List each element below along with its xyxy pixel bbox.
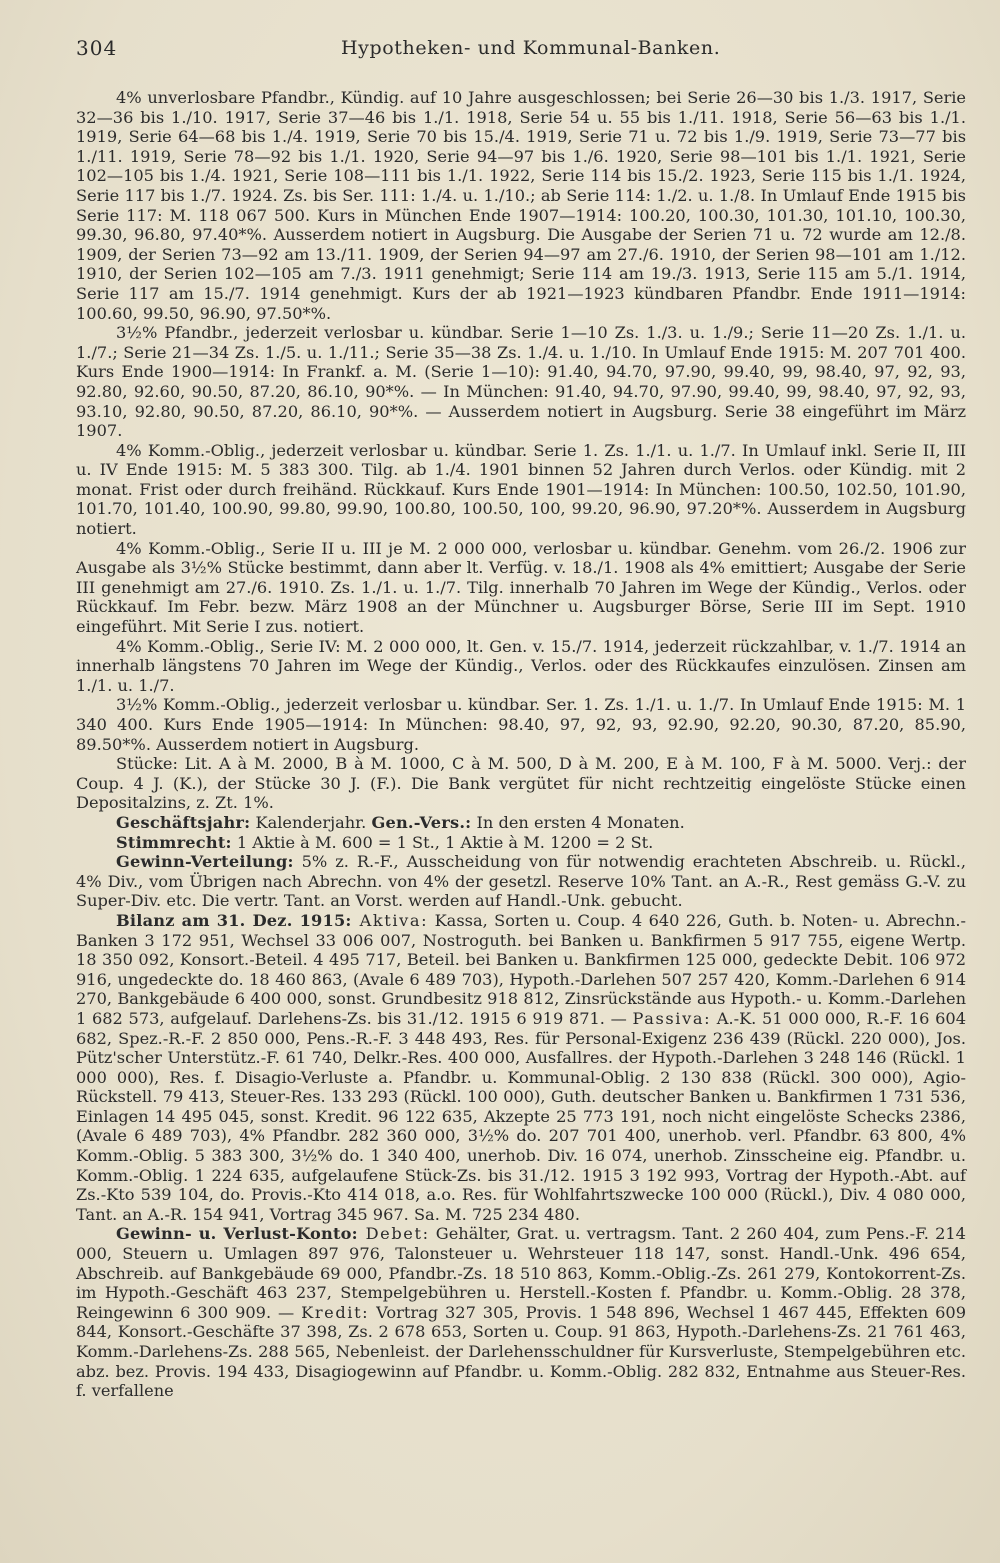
section-gewinn-verteilung — [76, 852, 966, 911]
section-stimmrecht — [76, 833, 966, 853]
page-number: 304 — [76, 36, 118, 60]
stimmrecht-label: Stimmrecht: — [116, 832, 232, 852]
gewinn-verteilung-label: Gewinn-Verteilung: — [116, 852, 294, 872]
geschaeftsjahr-label: Geschäftsjahr: — [116, 812, 251, 832]
gen-vers-text: In den ersten 4 Monaten. — [471, 812, 685, 832]
gen-vers-label: Gen.-Vers.: — [371, 812, 472, 832]
paragraph-komm-oblig-serie-1: 4% Komm.-Oblig., jederzeit verlosbar u. kündbar. Serie 1. Zs. 1./1. u. 1./7. In Umlauf inkl. Serie II, III u. IV Ende 1915: M. 5 383 300. Tilg. ab 1./4. 1901 binnen 52 Jahren durch Verlos. oder Kündig. mit 2 monat. Frist oder durch freihänd. Rückkauf. Kurs Ende 1901—1914: In München: 100.50, 102.50, 101.90, 101.70, 101.40, 100.90, 99.80, 99.90, 100.80, 100.50, 100, 99.20, 96.90, 97.20*%. Ausserdem in Augsburg notiert. — [76, 440, 966, 539]
debet-label: Debet: — [357, 1224, 430, 1244]
debet-text: Gehälter, Grat. u. vertragsm. Tant. 2 260 404, zum Pens.-F. 214 000, Steuern u. Umlagen 897 976, Talonsteuer u. Wehrsteuer 118 147, sonst. Handl.-Unk. 496 654, Abschreib. auf Bankgebäude 69 000, Pfandbr.-Zs. 18 510 863, Komm.-Oblig.-Zs. 261 279, Kontokorrent-Zs. im Hypoth.-Geschäft 463 237, Stempelgebühren u. Herstell.-Kosten f. Pfandbr. u. Komm.-Oblig. 28 378, Reingewinn 6 300 909. — — [76, 1224, 966, 1322]
section-bilanz — [76, 911, 966, 1225]
paragraph-pfandbr-3-5pct: 3½% Pfandbr., jederzeit verlosbar u. kündbar. Serie 1—10 Zs. 1./3. u. 1./9.; Serie 11—20 Zs. 1./1. u. 1./7.; Serie 21—34 Zs. 1./5. u. 1./11.; Serie 35—38 Zs. 1./4. u. 1./10. In Umlauf Ende 1915: M. 207 701 400. Kurs Ende 1900—1914: In Frankf. a. M. (Serie 1—10): 91.40, 94.70, 97.90, 99.40, 99, 98.40, 97, 92, 93, 92.80, 92.60, 90.50, 87.20, 86.10, 90*%. — In München: 91.40, 94.70, 97.90, 99.40, 99, 98.40, 97, 92, 93, 93.10, 92.80, 90.50, 87.20, 86.10, 90*%. — Ausserdem notiert in Augsburg. Serie 38 eingeführt im März 1907. — [76, 323, 966, 441]
geschaeftsjahr-text: Kalenderjahr. — [250, 812, 372, 832]
paragraph-komm-oblig-serie-2-3: 4% Komm.-Oblig., Serie II u. III je M. 2 000 000, verlosbar u. kündbar. Genehm. vom 26./2. 1906 zur Ausgabe als 3½% Stücke bestimmt, dann aber lt. Verfüg. v. 18./1. 1908 als 4% emittiert; Ausgabe der Serie III genehmigt am 27./6. 1910. Zs. 1./1. u. 1./7. Tilg. innerhalb 70 Jahren im Wege der Kündig., Verlos. oder Rückkauf. Im Febr. bezw. März 1908 an der Münchner u. Augsburger Börse, Serie III im Sept. 1910 eingeführt. Mit Serie I zus. notiert. — [76, 538, 966, 637]
body-text — [76, 88, 966, 1401]
paragraph-komm-oblig-3-5pct: 3½% Komm.-Oblig., jederzeit verlosbar u. kündbar. Ser. 1. Zs. 1./1. u. 1./7. In Umlauf Ende 1915: M. 1 340 400. Kurs Ende 1905—1914: In München: 98.40, 97, 92, 93, 92.90, 92.20, 90.30, 87.20, 85.90, 89.50*%. Ausserdem notiert in Augsburg. — [76, 695, 966, 754]
paragraph-komm-oblig-serie-4: 4% Komm.-Oblig., Serie IV: M. 2 000 000, lt. Gen. v. 15./7. 1914, jederzeit rückzahlbar, v. 1./7. 1914 an innerhalb längstens 70 Jahren im Wege der Kündig., Verlos. oder des Rückkaufes einzulösen. Zinsen am 1./1. u. 1./7. — [76, 636, 966, 695]
section-stuecke: Stücke: Lit. A à M. 2000, B à M. 1000, C à M. 500, D à M. 200, E à M. 100, F à M. 5000. Verj.: der Coup. 4 J. (K.), der Stücke 30 J. (F.). Die Bank vergütet für nicht rechtzeitig eingelöste Stücke einen Depositalzins, z. Zt. 1%. — [76, 754, 966, 813]
page-header — [76, 36, 966, 70]
passiva-label: Passiva: — [632, 1008, 712, 1028]
aktiva-label: Aktiva: — [351, 910, 429, 930]
passiva-text: A.-K. 51 000 000, R.-F. 16 604 682, Spez.-R.-F. 2 850 000, Pens.-R.-F. 3 448 493, Res. für Personal-Exigenz 236 439 (Rückl. 220 000), Jos. Pütz'scher Unterstütz.-F. 61 740, Delkr.-Res. 400 000, Ausfallres. der Hypoth.-Darlehen 3 248 146 (Rückl. 1 000 000), Res. f. Disagio-Verluste a. Pfandbr. u. Kommunal-Oblig. 2 130 838 (Rückl. 300 000), Agio-Rückstell. 79 413, Steuer-Res. 133 293 (Rückl. 100 000), Guth. deutscher Banken u. Bankfirmen 1 731 536, Einlagen 14 495 045, sonst. Kredit. 96 122 635, Akzepte 25 773 191, noch nicht eingelöste Schecks 2386, (Avale 6 489 703), 4% Pfandbr. 282 360 000, 3½% do. 207 701 400, unerhob. verl. Pfandbr. 63 800, 4% Komm.-Oblig. 5 383 300, 3½% do. 1 340 400, unerhob. Div. 16 074, unerhob. Zinsscheine eig. Pfandbr. u. Komm.-Oblig. 1 224 635, aufgelaufene Stück-Zs. bis 31./12. 1915 3 192 993, Vortrag der Hypoth.-Abt. auf Zs.-Kto 539 104, do. Provis.-Kto 414 018, a.o. Res. für Wohlfahrtszwecke 100 000 (Rückl.), Div. 4 080 000, Tant. an A.-R. 154 941, Vortrag 345 967. Sa. M. 725 234 480. — [76, 1008, 966, 1224]
kredit-label: Kredit: — [301, 1302, 370, 1322]
section-gewinn-verlust — [76, 1224, 966, 1400]
running-head: Hypotheken- und Kommunal-Banken. — [341, 37, 721, 59]
bilanz-label: Bilanz am 31. Dez. 1915: — [116, 910, 352, 930]
section-geschaeftsjahr — [76, 813, 966, 833]
gewinn-verteilung-text: 5% z. R.-F., Ausscheidung von für notwendig erachteten Abschreib. u. Rückl., 4% Div., vom Übrigen nach Abrechn. von 4% der gesetzl. Reserve 10% Tant. an A.-R., Rest gemäss G.-V. zu Super-Div. etc. Die vertr. Tant. an Vorst. werden auf Handl.-Unk. gebucht. — [76, 852, 966, 911]
stimmrecht-text: 1 Aktie à M. 600 = 1 St., 1 Aktie à M. 1200 = 2 St. — [231, 832, 654, 852]
paragraph-pfandbr-4pct: 4% unverlosbare Pfandbr., Kündig. auf 10 Jahre ausgeschlossen; bei Serie 26—30 bis 1./3. 1917, Serie 32—36 bis 1./10. 1917, Serie 37—46 bis 1./1. 1918, Serie 54 u. 55 bis 1./11. 1918, Serie 56—63 bis 1./1. 1919, Serie 64—68 bis 1./4. 1919, Serie 70 bis 15./4. 1919, Serie 71 u. 72 bis 1./9. 1919, Serie 73—77 bis 1./11. 1919, Serie 78—92 bis 1./1. 1920, Serie 94—97 bis 1./6. 1920, Serie 98—101 bis 1./1. 1921, Serie 102—105 bis 1./4. 1921, Serie 108—111 bis 1./1. 1922, Serie 114 bis 15./2. 1923, Serie 115 bis 1./1. 1924, Serie 117 bis 1./7. 1924. Zs. bis Ser. 111: 1./4. u. 1./10.; ab Serie 114: 1./2. u. 1./8. In Umlauf Ende 1915 bis Serie 117: M. 118 067 500. Kurs in München Ende 1907—1914: 100.20, 100.30, 101.30, 101.10, 100.30, 99.30, 96.80, 97.40*%. Ausserdem notiert in Augsburg. Die Ausgabe der Serien 71 u. 72 wurde am 12./8. 1909, der Serien 73—92 am 13./11. 1909, der Serien 94—97 am 27./6. 1910, der Serien 98—101 am 1./12. 1910, der Serien 102—105 am 7./3. 1911 genehmigt; Serie 114 am 19./3. 1913, Serie 115 am 5./1. 1914, Serie 117 am 15./7. 1914 genehmigt. Kurs der ab 1921—1923 kündbaren Pfandbr. Ende 1911—1914: 100.60, 99.50, 96.90, 97.50*%. — [76, 88, 966, 323]
gewinn-verlust-label: Gewinn- u. Verlust-Konto: — [116, 1224, 358, 1244]
aktiva-text: Kassa, Sorten u. Coup. 4 640 226, Guth. b. Noten- u. Abrechn.-Banken 3 172 951, Wechsel 33 006 007, Nostroguth. bei Banken u. Bankfirmen 5 917 755, eigene Wertp. 18 350 092, Konsort.-Beteil. 4 495 717, Beteil. bei Banken u. Bankfirmen 125 000, gedeckte Debit. 106 972 916, ungedeckte do. 18 460 863, (Avale 6 489 703), Hypoth.-Darlehen 507 257 420, Komm.-Darlehen 6 914 270, Bankgebäude 6 400 000, sonst. Grundbesitz 918 812, Zinsrückstände aus Hypoth.- u. Komm.-Darlehen 1 682 573, aufgelauf. Darlehens-Zs. bis 31./12. 1915 6 919 871. — — [76, 910, 966, 1028]
kredit-text: Vortrag 327 305, Provis. 1 548 896, Wechsel 1 467 445, Effekten 609 844, Konsort.-Geschäfte 37 398, Zs. 2 678 653, Sorten u. Coup. 91 863, Hypoth.-Darlehens-Zs. 21 761 463, Komm.-Darlehens-Zs. 288 565, Nebenleist. der Darlehensschuldner für Kursverluste, Stempelgebühren etc. abz. bez. Provis. 194 433, Disagiogewinn auf Pfandbr. u. Komm.-Oblig. 282 832, Entnahme aus Steuer-Res. f. verfallene — [76, 1302, 966, 1401]
